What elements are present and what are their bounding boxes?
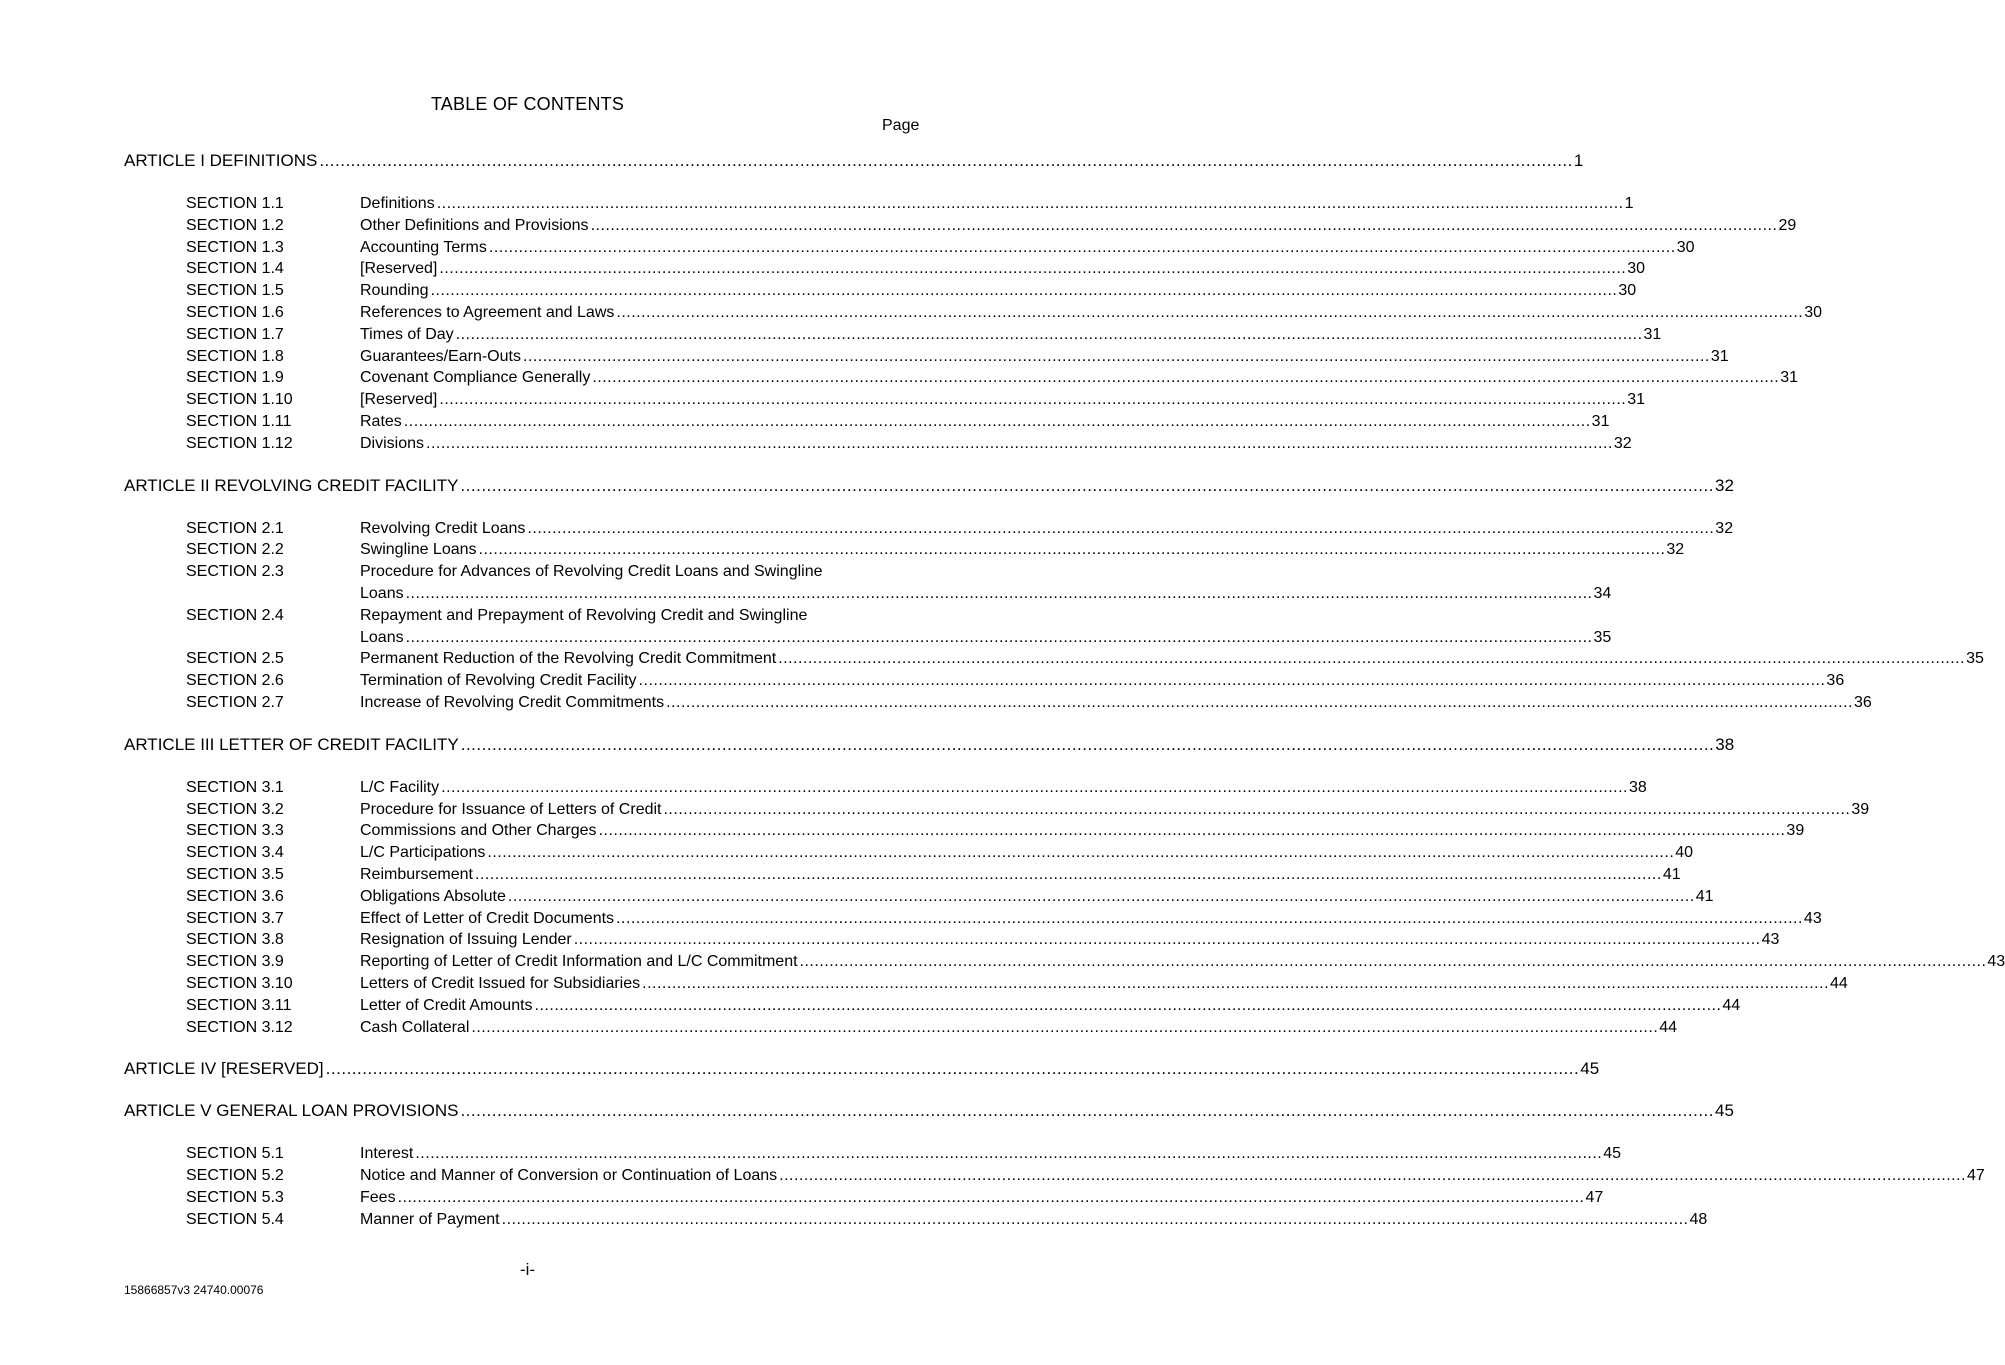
article-title: ARTICLE I DEFINITIONS <box>124 151 318 170</box>
section-page-number: 44 <box>1722 996 1741 1014</box>
section-page-number: 38 <box>1629 778 1647 796</box>
toc-section <box>186 433 1632 455</box>
table-of-contents <box>124 150 2005 1230</box>
section-title: L/C Participations <box>360 844 486 862</box>
section-page-number: 34 <box>1593 584 1612 602</box>
section-list <box>124 518 1984 714</box>
section-title: Procedure for Issuance of Letters of Credit <box>360 800 662 818</box>
section-page-number: 31 <box>1643 325 1662 343</box>
dot-leader <box>535 995 1722 1017</box>
article-title: ARTICLE III LETTER OF CREDIT FACILITY <box>124 734 459 754</box>
dot-leader <box>398 1187 1585 1209</box>
section-title: Swingline Loans <box>360 541 477 559</box>
toc-article <box>124 150 1584 172</box>
section-title: [Reserved] <box>360 391 438 409</box>
section-page-number: 31 <box>1627 391 1646 409</box>
toc-section <box>186 1165 1985 1187</box>
section-number: SECTION 3.9 <box>186 953 284 971</box>
dot-leader <box>439 389 1626 411</box>
dot-leader <box>639 670 1826 692</box>
section-page-number: 35 <box>1593 628 1612 646</box>
toc-section <box>186 193 1634 215</box>
section-title: Notice and Manner of Conversion or Continuation of Loans <box>360 1167 778 1185</box>
section-page-number: 41 <box>1695 887 1714 905</box>
toc-section <box>186 1187 1604 1209</box>
section-title: Letters of Credit Issued for Subsidiaries <box>360 974 641 992</box>
section-title: Effect of Letter of Credit Documents <box>360 909 615 927</box>
section-title: Loans <box>360 628 404 646</box>
section-title: Letter of Credit Amounts <box>360 996 533 1014</box>
toc-article <box>124 1058 1600 1080</box>
section-title: Covenant Compliance Generally <box>360 369 591 387</box>
section-page-number: 31 <box>1591 412 1610 430</box>
section-number: SECTION 3.2 <box>186 800 284 818</box>
section-page-number: 47 <box>1585 1188 1604 1206</box>
section-page-number: 32 <box>1613 434 1632 452</box>
section-number: SECTION 3.3 <box>186 822 284 840</box>
toc-section <box>186 389 1646 411</box>
section-title: L/C Facility <box>360 778 440 796</box>
section-page-number: 30 <box>1627 260 1646 278</box>
section-title: Times of Day <box>360 325 454 343</box>
dot-leader <box>326 1058 1580 1080</box>
section-number: SECTION 3.8 <box>186 931 284 949</box>
footer-page-number: -i- <box>519 1260 536 1279</box>
toc-section <box>186 929 1780 951</box>
toc-article <box>124 734 1735 756</box>
section-page-number: 29 <box>1778 216 1797 234</box>
dot-leader <box>415 1143 1602 1165</box>
section-title: Rates <box>360 412 402 430</box>
section-title: Procedure for Advances of Revolving Credit Loans and Swingline <box>360 563 823 581</box>
section-title: Increase of Revolving Credit Commitments <box>360 693 665 711</box>
toc-section <box>186 799 1870 821</box>
article-page-number: 45 <box>1715 1101 1734 1121</box>
section-number: SECTION 1.5 <box>186 282 284 300</box>
section-number: SECTION 1.4 <box>186 260 284 278</box>
section-page-number: 43 <box>1761 931 1780 949</box>
toc-section <box>186 973 1848 995</box>
dot-leader <box>406 583 1593 605</box>
toc-section <box>186 561 1612 605</box>
document-id: 15866857v3 24740.00076 <box>124 1283 264 1297</box>
section-number: SECTION 2.2 <box>186 541 284 559</box>
toc-section <box>186 864 1681 886</box>
section-number: SECTION 3.7 <box>186 909 284 927</box>
dot-leader <box>616 908 1803 930</box>
section-page-number: 41 <box>1662 865 1681 883</box>
section-page-number: 40 <box>1675 844 1694 862</box>
toc-section <box>186 302 1823 324</box>
section-number: SECTION 2.6 <box>186 672 284 690</box>
dot-leader <box>523 346 1710 368</box>
section-title: Reimbursement <box>360 865 473 883</box>
article-page-number: 45 <box>1580 1059 1600 1079</box>
section-number: SECTION 1.3 <box>186 238 284 256</box>
section-title: [Reserved] <box>360 260 438 278</box>
section-number: SECTION 5.2 <box>186 1167 284 1185</box>
section-number: SECTION 2.7 <box>186 693 284 711</box>
dot-leader <box>502 1209 1689 1231</box>
section-title: Loans <box>360 584 404 602</box>
dot-leader <box>778 648 1965 670</box>
section-number: SECTION 1.10 <box>186 391 293 409</box>
dot-leader <box>475 864 1662 886</box>
section-page-number: 1 <box>1624 195 1634 212</box>
section-page-number: 30 <box>1676 238 1695 256</box>
toc-section <box>186 1017 1678 1039</box>
section-title: Revolving Credit Loans <box>360 519 526 537</box>
dot-leader <box>426 433 1613 455</box>
section-page-number: 47 <box>1967 1167 1985 1185</box>
section-number: SECTION 5.1 <box>186 1145 284 1163</box>
section-number: SECTION 1.1 <box>186 195 284 212</box>
toc-section <box>186 670 1845 692</box>
section-title: Manner of Payment <box>360 1210 500 1228</box>
toc-section <box>186 951 2005 973</box>
section-number: SECTION 5.3 <box>186 1188 284 1206</box>
section-title: Commissions and Other Charges <box>360 822 597 840</box>
toc-section <box>186 842 1694 864</box>
dot-leader <box>599 820 1786 842</box>
toc-section <box>186 324 1662 346</box>
section-title: Obligations Absolute <box>360 887 506 905</box>
section-list <box>124 1143 1985 1230</box>
toc-section <box>186 820 1805 842</box>
toc-section <box>186 886 1714 908</box>
toc-section <box>186 1143 1622 1165</box>
dot-leader <box>460 1100 1714 1122</box>
section-number: SECTION 3.6 <box>186 887 284 905</box>
section-number: SECTION 3.4 <box>186 844 284 862</box>
section-title: Repayment and Prepayment of Revolving Credit and Swingline <box>360 606 808 624</box>
section-page-number: 35 <box>1966 650 1984 668</box>
toc-section <box>186 411 1610 433</box>
toc-article <box>124 1100 1734 1122</box>
section-title: Reporting of Letter of Credit Information and L/C Commitment <box>360 953 798 971</box>
section-title: Termination of Revolving Credit Facility <box>360 672 637 690</box>
dot-leader <box>479 539 1666 561</box>
section-title: Resignation of Issuing Lender <box>360 931 572 949</box>
section-title: Fees <box>360 1188 396 1206</box>
section-page-number: 45 <box>1603 1145 1622 1163</box>
dot-leader <box>471 1017 1658 1039</box>
section-page-number: 30 <box>1618 282 1637 300</box>
article-page-number: 32 <box>1714 475 1734 495</box>
toc-section <box>186 605 1612 649</box>
section-title: References to Agreement and Laws <box>360 303 615 321</box>
article-title: ARTICLE V GENERAL LOAN PROVISIONS <box>124 1101 459 1121</box>
section-title: Guarantees/Earn-Outs <box>360 347 521 365</box>
section-number: SECTION 3.11 <box>186 996 292 1014</box>
dot-leader <box>461 734 1715 756</box>
section-page-number: 39 <box>1851 800 1870 818</box>
section-number: SECTION 2.3 <box>186 563 284 581</box>
section-page-number: 43 <box>1987 953 2005 971</box>
section-title: Divisions <box>360 434 425 452</box>
section-list <box>124 777 2005 1039</box>
section-number: SECTION 1.7 <box>186 325 284 343</box>
dot-leader <box>460 475 1714 497</box>
dot-leader <box>508 886 1695 908</box>
dot-leader <box>431 280 1618 302</box>
article-title: ARTICLE II REVOLVING CREDIT FACILITY <box>124 475 459 495</box>
toc-section <box>186 1209 1708 1231</box>
dot-leader <box>642 973 1829 995</box>
section-number: SECTION 3.10 <box>186 974 293 992</box>
dot-leader <box>406 627 1593 649</box>
section-number: SECTION 1.11 <box>186 412 292 430</box>
dot-leader <box>319 150 1573 172</box>
section-number: SECTION 3.12 <box>186 1018 293 1036</box>
dot-leader <box>489 237 1676 259</box>
dot-leader <box>591 215 1778 237</box>
dot-leader <box>404 411 1591 433</box>
section-title: Interest <box>360 1145 414 1163</box>
section-list <box>124 193 1823 455</box>
dot-leader <box>441 777 1628 799</box>
dot-leader <box>779 1165 1966 1187</box>
toc-section <box>186 346 1729 368</box>
toc-section <box>186 215 1797 237</box>
section-number: SECTION 2.4 <box>186 606 284 624</box>
section-number: SECTION 2.1 <box>186 519 284 537</box>
toc-section <box>186 777 1647 799</box>
page-column-header: Page <box>882 117 920 134</box>
article-title: ARTICLE IV [RESERVED] <box>124 1059 324 1079</box>
section-title: Permanent Reduction of the Revolving Credit Commitment <box>360 650 777 668</box>
toc-section <box>186 692 1872 714</box>
section-number: SECTION 1.9 <box>186 369 284 387</box>
section-title: Rounding <box>360 282 429 300</box>
dot-leader <box>439 258 1626 280</box>
section-page-number: 32 <box>1666 541 1685 559</box>
dot-leader <box>456 324 1643 346</box>
section-title: Accounting Terms <box>360 238 487 256</box>
dot-leader <box>487 842 1674 864</box>
dot-leader <box>666 692 1853 714</box>
section-number: SECTION 3.5 <box>186 865 284 883</box>
toc-section <box>186 367 1799 389</box>
section-page-number: 39 <box>1786 822 1805 840</box>
section-page-number: 44 <box>1830 974 1848 992</box>
section-page-number: 31 <box>1710 347 1729 365</box>
dot-leader <box>616 302 1803 324</box>
dot-leader <box>527 518 1714 540</box>
page-title: TABLE OF CONTENTS <box>430 94 625 114</box>
section-number: SECTION 5.4 <box>186 1210 284 1228</box>
section-page-number: 43 <box>1803 909 1822 927</box>
article-page-number: 38 <box>1715 734 1735 754</box>
toc-section <box>186 237 1695 259</box>
toc-section <box>186 518 1734 540</box>
toc-section <box>186 258 1646 280</box>
section-number: SECTION 2.5 <box>186 650 284 668</box>
article-page-number: 1 <box>1573 151 1584 170</box>
section-title: Cash Collateral <box>360 1018 470 1036</box>
section-number: SECTION 1.12 <box>186 434 293 452</box>
section-title: Definitions <box>360 195 435 212</box>
section-page-number: 31 <box>1780 369 1799 387</box>
section-page-number: 44 <box>1659 1018 1678 1036</box>
dot-leader <box>592 367 1779 389</box>
section-page-number: 36 <box>1826 672 1845 690</box>
toc-section <box>186 280 1637 302</box>
section-number: SECTION 1.8 <box>186 347 284 365</box>
section-number: SECTION 3.1 <box>186 778 284 796</box>
section-page-number: 48 <box>1689 1210 1708 1228</box>
toc-article <box>124 475 1734 497</box>
toc-section <box>186 995 1741 1017</box>
section-title: Other Definitions and Provisions <box>360 216 589 234</box>
section-number: SECTION 1.2 <box>186 216 284 234</box>
section-number: SECTION 1.6 <box>186 303 284 321</box>
toc-section <box>186 908 1822 930</box>
section-page-number: 36 <box>1853 693 1872 711</box>
dot-leader <box>437 193 1624 215</box>
dot-leader <box>574 929 1761 951</box>
dot-leader <box>800 951 1987 973</box>
dot-leader <box>663 799 1850 821</box>
toc-section <box>186 539 1685 561</box>
toc-section <box>186 648 1984 670</box>
section-page-number: 32 <box>1715 519 1734 537</box>
section-page-number: 30 <box>1804 303 1823 321</box>
